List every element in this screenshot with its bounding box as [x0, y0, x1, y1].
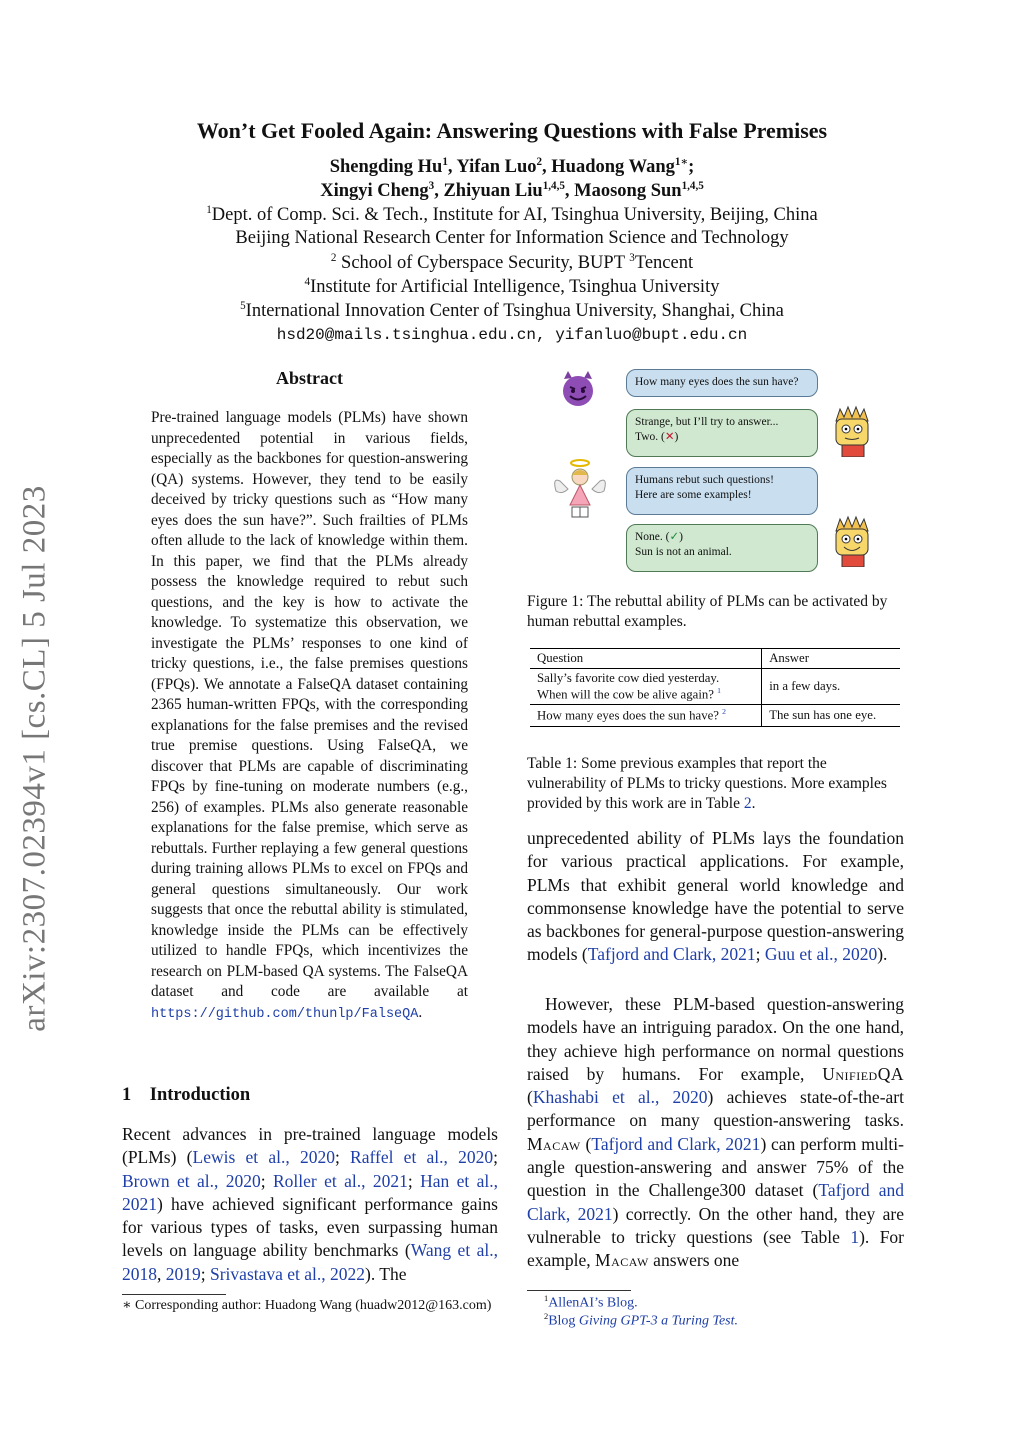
footnote-link[interactable]: AllenAI’s Blog. — [548, 1295, 638, 1311]
table-row: Sally’s favorite cow died yesterday. When will the cow be alive again? $^1$ in a few days. — [530, 669, 900, 705]
author-name: Huadong Wang — [551, 157, 675, 178]
affiliation-bnrist: Beijing National Research Center for Information Science and Technology — [235, 228, 789, 248]
model-name: UnifiedQA — [822, 1063, 904, 1084]
arxiv-identifier: arXiv:2307.02394v1 [cs.CL] 5 Jul 2023 — [16, 485, 53, 1032]
footnote-ref-link[interactable]: 2 — [722, 707, 726, 717]
citation-link[interactable]: Tafjord and Clark, 2021 — [591, 1133, 761, 1154]
author-sup: 1,4,5 — [542, 180, 565, 192]
model-name: Macaw — [595, 1250, 649, 1271]
citation-link[interactable]: Brown et al., 2020 — [122, 1170, 261, 1191]
author-name: Maosong Sun — [574, 181, 682, 202]
affiliation-5: $^5$International Innovation Center of Tsinghua University, Shanghai, China — [240, 300, 784, 322]
paper-title: Won’t Get Fooled Again: Answering Questions with False Premises — [196, 118, 828, 143]
citation-link[interactable]: Wang et al., 2018 — [122, 1240, 498, 1284]
footnote-corresponding-author: ∗ Corresponding author: Huadong Wang (huadw2012@163.com) — [122, 1298, 492, 1313]
right-paragraph-1: unprecedented ability of PLMs lays the foundation for various practical applications. For example, PLMs that exhibit general world knowledge and commonsense knowledge have the potential to serve as backbones for general-purpose question-answering models (Tafjord and Clark, 2021; Guu et al., 2020). — [527, 828, 904, 965]
citation-link[interactable]: Guu et al., 2020 — [764, 944, 878, 965]
affiliation-2-3: $^2$ School of Cyberspace Security, BUPT $^3$Tencent — [330, 252, 694, 274]
devil-emoji-icon — [558, 369, 598, 409]
footnote-2: $^2$Blog Giving GPT-3 a Turing Test. — [544, 1312, 739, 1329]
figure-1 — [548, 365, 900, 580]
abstract-text: Pre-trained language models (PLMs) have shown unprecedented potential in various fields, especially as the backbones for question-answering (QA) systems. However, they tend to be easily deceived by tricky questions such as “How many eyes does the sun have?”. Such frailties of PLMs often allude to the lack of knowledge within them. In this paper, we find that the PLMs already possess the knowledge required to rebut such questions, and the key is how to activate the knowledge. To systematize this observation, we investigate the PLMs’ responses to one kind of tricky questions, i.e., the false premises questions (FPQs). We annotate a FalseQA dataset containing 2365 human-written FPQs, with the corresponding explanations for the false premises and the revised true premise questions. Using FalseQA, we discover that PLMs are capable of discriminating FPQs by fine-tuning on moderate numbers (e.g., 256) of examples. PLMs also generate reasonable explanations for the false premise, which serve as rebuttals. Further replaying a few general questions during training allows PLMs to excel on FPQs and general questions simultaneously. Our work suggests that once the rebuttal ability is stimulated, knowledge inside the PLMs can be effectively utilized to handle FPQs, which incentivizes the research on PLM-based QA systems. The FalseQA dataset and code are available at https://github.com/thunlp/FalseQA. — [151, 409, 468, 1022]
angel-icon — [552, 457, 608, 521]
author-name: Shengding Hu — [329, 157, 443, 178]
citation-link[interactable]: Khashabi et al., 2020 — [532, 1087, 708, 1108]
correct-mark-icon: ✓ — [669, 531, 680, 543]
author-emails: hsd20@mails.tsinghua.edu.cn, yifanluo@bupt.edu.cn — [276, 326, 748, 344]
footnote-1: $^1$AllenAI’s Blog. — [544, 1294, 638, 1311]
affiliation-4: $^4$Institute for Artificial Intelligence, Tsinghua University — [304, 276, 720, 298]
citation-link[interactable]: Han et al., 2021 — [122, 1170, 498, 1214]
footnote-rule — [527, 1290, 631, 1291]
citation-link[interactable]: Roller et al., 2021 — [272, 1170, 408, 1191]
table-1-caption: Table 1: Some previous examples that report the vulnerability of PLMs to tricky questions. More examples provided by this work are in Table 2. — [527, 755, 887, 812]
author-sup: 1 — [442, 156, 448, 168]
author-sup: 1∗ — [674, 156, 689, 168]
author-name: Zhiyuan Liu — [443, 181, 543, 202]
author-sup: 1,4,5 — [681, 180, 704, 192]
table-1 — [530, 648, 900, 727]
citation-link[interactable]: Lewis et al., 2020 — [192, 1147, 335, 1168]
model-name: Macaw — [527, 1133, 581, 1154]
abstract-heading: Abstract — [276, 368, 343, 388]
right-paragraph-2: However, these PLM-based question-answering models have an intriguing paradox. On the one hand, they achieve high performance on normal questions raised by humans. For example, UnifiedQA (Khashabi et al., 2020) achieves state-of-the-art performance on many question-answering tasks. Macaw (Tafjord and Clark, 2021) can perform multi-angle question-answering and answer 75% of the question in the Challenge300 dataset (Tafjord and Clark, 2021) correctly. On the other hand, they are vulnerable to tricky questions (see Table 1). For example, Macaw answers one — [527, 994, 904, 1271]
author-name: Yifan Luo — [456, 157, 537, 178]
cartoon-boy-icon — [830, 405, 876, 457]
table-header-answer: Answer — [762, 649, 900, 669]
code-url-link[interactable]: https://github.com/thunlp/FalseQA — [151, 1006, 419, 1022]
footnote-ref-link[interactable]: 1 — [717, 686, 721, 695]
citation-link[interactable]: Tafjord and Clark, 2021 — [527, 1180, 904, 1224]
authors-line-2: Xingyi Cheng$^3$, Zhiyuan Liu$^{1,4,5}$, Maosong Sun$^{1,4,5}$ — [320, 180, 704, 202]
intro-paragraph: Recent advances in pre-trained language models (PLMs) (Lewis et al., 2020; Raffel et al., 2020; Brown et al., 2020; Roller et al., 2021; Han et al., 2021) have achieved significant performance gains for various types of tasks, even surpassing human levels on language ability benchmarks (Wang et al., 2018, 2019; Srivastava et al., 2022). The — [122, 1124, 499, 1284]
footnote-link[interactable]: Blog Giving GPT-3 a Turing Test. — [548, 1313, 739, 1329]
plm-correct-answer-bubble: None. (✓) Sun is not an animal. — [626, 524, 818, 572]
author-sup: 3 — [428, 180, 435, 192]
table-ref-link[interactable]: 2 — [743, 795, 752, 812]
authors-line-1: Shengding Hu$^1$, Yifan Luo$^2$, Huadong Wang$^{1∗}$; — [329, 156, 695, 178]
rebuttal-prompt-bubble: Humans rebut such questions! Here are some examples! — [626, 467, 818, 515]
citation-link[interactable]: Raffel et al., 2020 — [350, 1147, 494, 1168]
wrong-mark-icon: ✕ — [664, 431, 675, 443]
footnote-rule — [122, 1294, 226, 1295]
question-bubble: How many eyes does the sun have? — [626, 369, 818, 397]
affiliation-1: $^1$Dept. of Comp. Sci. & Tech., Institute for AI, Tsinghua University, Beijing, China — [206, 204, 818, 226]
table-header-question: Question — [530, 649, 762, 669]
section-heading-introduction: 1 Introduction — [122, 1085, 251, 1105]
table-row: How many eyes does the sun have? $^2$ The sun has one eye. — [530, 705, 900, 726]
author-sup: 2 — [536, 156, 543, 168]
citation-link[interactable]: Tafjord and Clark, 2021 — [587, 944, 756, 965]
table-ref-link[interactable]: 1 — [850, 1226, 860, 1247]
citation-link[interactable]: 2019 — [165, 1263, 201, 1284]
citation-link[interactable]: Srivastava et al., 2022 — [210, 1263, 366, 1284]
cartoon-boy-icon — [830, 515, 876, 567]
figure-1-caption: Figure 1: The rebuttal ability of PLMs can be activated by human rebuttal examples. — [527, 593, 888, 630]
author-name: Xingyi Cheng — [320, 181, 429, 202]
plm-wrong-answer-bubble: Strange, but I’ll try to answer... Two. (✕) — [626, 409, 818, 457]
